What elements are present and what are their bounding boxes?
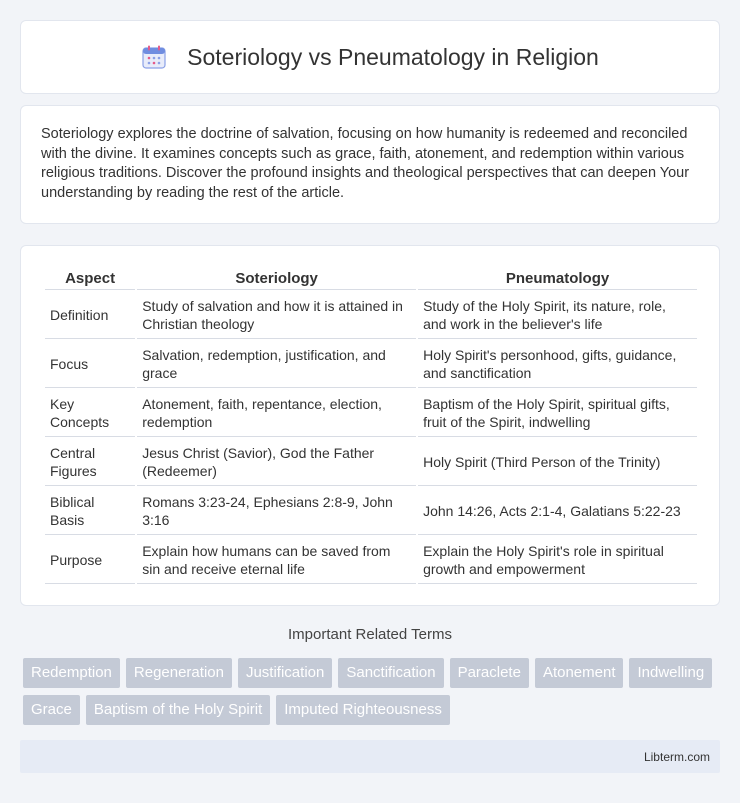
page-header [20, 20, 720, 94]
row-soteriology: Romans 3:23-24, Ephesians 2:8-9, John 3:16 [137, 488, 416, 535]
row-pneumatology: Explain the Holy Spirit's role in spiritual growth and empowerment [418, 537, 697, 584]
tag-paraclete[interactable]: Paraclete [450, 658, 529, 688]
row-aspect: Biblical Basis [45, 488, 135, 535]
row-aspect: Purpose [45, 537, 135, 584]
intro-section [20, 105, 720, 224]
row-aspect: Central Figures [45, 439, 135, 486]
row-soteriology: Jesus Christ (Savior), God the Father (Redeemer) [137, 439, 416, 486]
tag-regeneration[interactable]: Regeneration [126, 658, 232, 688]
tag-justification[interactable]: Justification [238, 658, 332, 688]
table-row [45, 341, 697, 388]
page-title: Soteriology vs Pneumatology in Religion [187, 43, 599, 70]
row-aspect: Focus [45, 341, 135, 388]
table-row [45, 390, 697, 437]
tag-imputed-righteousness[interactable]: Imputed Righteousness [276, 695, 450, 725]
row-pneumatology: Holy Spirit's personhood, gifts, guidance, and sanctification [418, 341, 697, 388]
header-pneumatology: Pneumatology [418, 268, 697, 290]
row-aspect: Definition [45, 292, 135, 339]
row-soteriology: Atonement, faith, repentance, election, redemption [137, 390, 416, 437]
related-terms-list [23, 658, 723, 725]
calendar-icon [141, 44, 167, 70]
comparison-table [43, 266, 699, 586]
row-soteriology: Study of salvation and how it is attained in Christian theology [137, 292, 416, 339]
tag-atonement[interactable]: Atonement [535, 658, 624, 688]
row-aspect: Key Concepts [45, 390, 135, 437]
footer [20, 740, 720, 773]
row-pneumatology: Study of the Holy Spirit, its nature, role, and work in the believer's life [418, 292, 697, 339]
row-pneumatology: Holy Spirit (Third Person of the Trinity) [418, 439, 697, 486]
table-row [45, 439, 697, 486]
table-row [45, 292, 697, 339]
header-aspect: Aspect [45, 268, 135, 290]
intro-text: Soteriology explores the doctrine of salvation, focusing on how humanity is redeemed and reconciled with the divine. It examines concepts such as grace, faith, atonement, and redemption within various religious traditions. Discover the profound insights and theological perspectives that can deepen Your understanding by reading the rest of the article. [41, 126, 690, 201]
row-soteriology: Salvation, redemption, justification, and grace [137, 341, 416, 388]
header-soteriology: Soteriology [137, 268, 416, 290]
tag-baptism-of-the-holy-spirit[interactable]: Baptism of the Holy Spirit [86, 695, 270, 725]
row-pneumatology: John 14:26, Acts 2:1-4, Galatians 5:22-23 [418, 488, 697, 535]
comparison-table-card [20, 245, 720, 606]
tag-sanctification[interactable]: Sanctification [338, 658, 443, 688]
table-row [45, 488, 697, 535]
tag-indwelling[interactable]: Indwelling [629, 658, 712, 688]
related-terms-title: Important Related Terms [288, 626, 452, 643]
tag-grace[interactable]: Grace [23, 695, 80, 725]
row-pneumatology: Baptism of the Holy Spirit, spiritual gifts, fruit of the Spirit, indwelling [418, 390, 697, 437]
tag-redemption[interactable]: Redemption [23, 658, 120, 688]
row-soteriology: Explain how humans can be saved from sin and receive eternal life [137, 537, 416, 584]
table-header-row [45, 268, 697, 290]
footer-site-link[interactable]: Libterm.com [643, 749, 710, 764]
table-row [45, 537, 697, 584]
